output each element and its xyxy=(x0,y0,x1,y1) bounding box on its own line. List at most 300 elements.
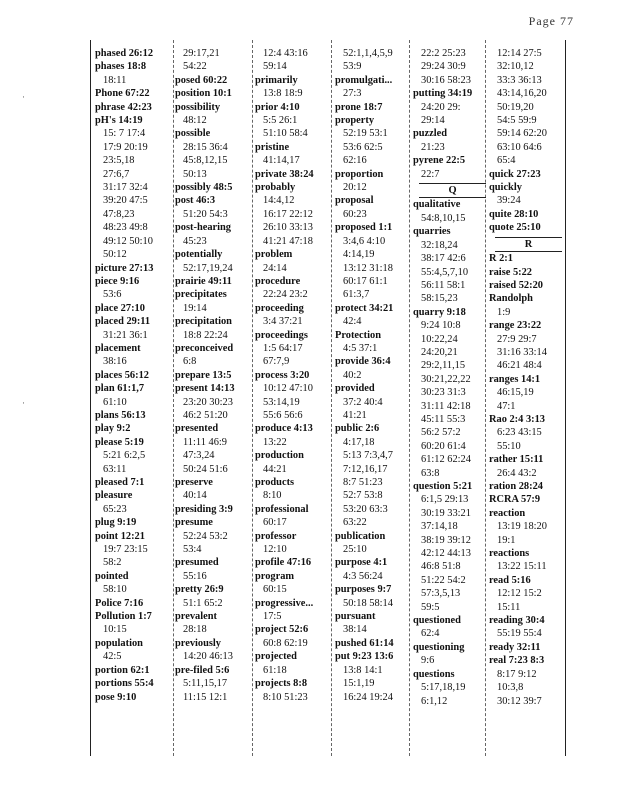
index-reference: 51:22 54:2 xyxy=(421,574,466,586)
index-reference: 8:7 51:23 xyxy=(343,477,383,488)
index-reference: 7:12,16,17 xyxy=(343,463,388,475)
index-reference: 31:17 32:4 xyxy=(103,182,148,194)
index-reference: 29:24 30:9 xyxy=(421,61,466,73)
index-term: Randolph xyxy=(489,293,533,305)
index-term: provided xyxy=(335,383,375,395)
index-term: pointed xyxy=(95,570,129,582)
index-reference: 5:17,18,19 xyxy=(421,682,466,694)
index-reference: 38:17 42:6 xyxy=(421,253,466,265)
index-reference: 29:14 xyxy=(421,115,445,127)
index-term: probably xyxy=(255,182,296,194)
index-term: pre-filed 5:6 xyxy=(175,664,230,676)
index-reference: 31:16 33:14 xyxy=(497,346,547,358)
index-reference: 48:12 xyxy=(183,115,207,127)
index-term: precipitation xyxy=(175,316,232,328)
index-reference: 16:24 19:24 xyxy=(343,691,393,703)
index-reference: 14:4,12 xyxy=(263,195,295,207)
index-reference: 6:1,5 29:13 xyxy=(421,494,469,506)
index-term: pyrene 22:5 xyxy=(413,155,466,167)
index-term: procedure xyxy=(255,275,301,287)
index-reference: 10:22,24 xyxy=(421,333,458,345)
index-term: phased 26:12 xyxy=(95,48,154,59)
index-column xyxy=(489,47,568,708)
index-term: presented xyxy=(175,423,219,435)
index-term: read 5:16 xyxy=(489,574,531,586)
index-term: post-hearing xyxy=(175,222,231,234)
index-reference: 37:2 40:4 xyxy=(343,396,383,408)
index-term: prairie 49:11 xyxy=(175,275,232,287)
index-reference: 51:1 65:2 xyxy=(183,597,223,609)
index-reference: 53:20 63:3 xyxy=(343,503,388,515)
index-term: previously xyxy=(175,637,221,649)
index-reference: 14:20 46:13 xyxy=(183,651,233,663)
index-reference: 55:6 56:6 xyxy=(263,409,303,421)
margin-mark: · xyxy=(22,92,25,102)
index-term: publication xyxy=(335,530,386,542)
index-term: pleasure xyxy=(95,490,133,502)
index-term: questioned xyxy=(413,615,461,627)
index-reference: 5:11,15,17 xyxy=(183,678,228,690)
index-reference: 58:2 xyxy=(103,557,122,569)
index-reference: 49:12 50:10 xyxy=(103,235,153,247)
index-term: property xyxy=(335,115,375,127)
index-term: R 2:1 xyxy=(489,253,513,265)
index-reference: 54:8,10,15 xyxy=(421,212,466,224)
index-reference: 63:10 64:6 xyxy=(497,141,542,153)
index-reference: 59:14 62:20 xyxy=(497,128,547,140)
index-term: quote 25:10 xyxy=(489,222,541,234)
index-column xyxy=(335,47,414,704)
index-term: play 9:2 xyxy=(95,423,131,435)
index-reference: 21:23 xyxy=(421,141,445,153)
index-term: pushed 61:14 xyxy=(335,637,394,649)
index-reference: 40:14 xyxy=(183,490,207,502)
index-term: plug 9:19 xyxy=(95,517,137,529)
index-reference: 39:24 xyxy=(497,195,521,207)
index-reference: 38:19 39:12 xyxy=(421,534,471,546)
index-term: proceedings xyxy=(255,329,308,341)
index-term: problem xyxy=(255,249,293,261)
index-reference: 57:3,5,13 xyxy=(421,588,461,600)
index-reference: 6:1,12 xyxy=(421,695,448,707)
page-number: Page 77 xyxy=(528,14,574,28)
index-term: precipitates xyxy=(175,289,227,301)
index-term: prepare 13:5 xyxy=(175,369,232,381)
index-reference: 65:23 xyxy=(103,503,127,515)
index-reference: 60:17 61:1 xyxy=(343,275,388,287)
index-reference: 11:11 46:9 xyxy=(183,436,227,448)
index-reference: 16:17 22:12 xyxy=(263,208,313,220)
index-reference: 55:10 xyxy=(497,440,521,452)
index-term: prevalent xyxy=(175,611,217,623)
index-reference: 6:23 43:15 xyxy=(497,427,542,439)
index-term: protect 34:21 xyxy=(335,302,394,314)
index-reference: 51:10 58:4 xyxy=(263,128,308,140)
index-reference: 41:14,17 xyxy=(263,155,300,167)
index-term: presume xyxy=(175,517,213,529)
index-reference: 15:1,19 xyxy=(343,678,375,690)
index-reference: 53:6 xyxy=(103,289,122,301)
index-term: quickly xyxy=(489,182,522,194)
index-term: raised 52:20 xyxy=(489,279,543,291)
index-reference: 15:11 xyxy=(497,601,521,613)
index-reference: 17:5 xyxy=(263,611,282,623)
index-term: possible xyxy=(175,128,211,140)
index-reference: 27:6,7 xyxy=(103,168,130,180)
index-term: reading 30:4 xyxy=(489,615,545,627)
index-term: proceeding xyxy=(255,302,304,314)
index-reference: 26:10 33:13 xyxy=(263,222,313,234)
index-reference: 32:10,12 xyxy=(497,61,534,73)
index-reference: 61:18 xyxy=(263,664,287,676)
index-term: purpose 4:1 xyxy=(335,557,388,569)
index-reference: 10:12 47:10 xyxy=(263,383,313,395)
index-reference: 52:1,1,4,5,9 xyxy=(343,48,393,59)
index-reference: 46:2 51:20 xyxy=(183,409,228,421)
index-term: process 3:20 xyxy=(255,369,310,381)
index-term: rather 15:11 xyxy=(489,454,544,466)
index-term: Pollution 1:7 xyxy=(95,611,152,623)
index-reference: 26:4 43:2 xyxy=(497,467,537,479)
index-reference: 9:6 xyxy=(421,655,435,667)
index-reference: 46:15,19 xyxy=(497,387,534,399)
index-term: position 10:1 xyxy=(175,88,232,100)
index-reference: 56:2 57:2 xyxy=(421,427,461,439)
index-reference: 3:4 37:21 xyxy=(263,316,303,328)
index-reference: 13:19 18:20 xyxy=(497,521,547,533)
index-term: proportion xyxy=(335,168,384,180)
letter-heading: R xyxy=(495,238,562,252)
index-reference: 12:12 15:2 xyxy=(497,588,542,600)
index-reference: 22:2 25:23 xyxy=(421,48,466,59)
index-term: potentially xyxy=(175,249,223,261)
index-term: phases 18:8 xyxy=(95,61,147,73)
index-reference: 65:4 xyxy=(497,155,516,167)
index-reference: 42:5 xyxy=(103,651,122,663)
index-reference: 9:24 10:8 xyxy=(421,320,461,332)
index-reference: 3:4,6 4:10 xyxy=(343,235,386,247)
index-term: projects 8:8 xyxy=(255,678,308,690)
index-reference: 13:22 15:11 xyxy=(497,561,547,573)
index-reference: 13:8 18:9 xyxy=(263,88,303,100)
index-term: quite 28:10 xyxy=(489,208,539,220)
index-term: ranges 14:1 xyxy=(489,373,541,385)
index-term: progressive... xyxy=(255,597,314,609)
index-term: provide 36:4 xyxy=(335,356,391,368)
index-term: reaction xyxy=(489,507,526,519)
index-reference: 59:5 xyxy=(421,601,440,613)
index-reference: 45:11 55:3 xyxy=(421,413,466,425)
index-reference: 52:7 53:8 xyxy=(343,490,383,502)
index-reference: 46:8 51:8 xyxy=(421,561,461,573)
index-reference: 23:5,18 xyxy=(103,155,135,167)
index-reference: 4:14,19 xyxy=(343,249,375,261)
index-reference: 52:19 53:1 xyxy=(343,128,388,140)
index-reference: 67:7,9 xyxy=(263,356,290,368)
index-term: plan 61:1,7 xyxy=(95,383,145,395)
index-reference: 12:4 43:16 xyxy=(263,48,308,59)
index-term: places 56:12 xyxy=(95,369,149,381)
index-column xyxy=(255,47,334,704)
index-reference: 47:8,23 xyxy=(103,208,135,220)
index-term: ready 32:11 xyxy=(489,641,541,653)
index-term: pleased 7:1 xyxy=(95,477,145,488)
index-reference: 38:16 xyxy=(103,356,127,368)
index-reference: 52:17,19,24 xyxy=(183,262,233,274)
index-reference: 24:20 29: xyxy=(421,101,461,113)
index-reference: 50:24 51:6 xyxy=(183,463,228,475)
index-reference: 47:3,24 xyxy=(183,450,215,462)
index-term: reactions xyxy=(489,548,530,560)
index-reference: 61:10 xyxy=(103,396,127,408)
index-reference: 6:8 xyxy=(183,356,197,368)
index-reference: 13:22 xyxy=(263,436,287,448)
index-term: prior 4:10 xyxy=(255,101,300,113)
index-reference: 41:21 xyxy=(343,409,367,421)
index-reference: 30:12 39:7 xyxy=(497,695,542,707)
index-frame xyxy=(90,40,566,756)
index-term: private 38:24 xyxy=(255,168,314,180)
index-term: presumed xyxy=(175,557,219,569)
index-reference: 8:17 9:12 xyxy=(497,668,537,680)
index-term: possibly 48:5 xyxy=(175,182,233,194)
index-reference: 25:10 xyxy=(343,544,367,556)
index-term: profile 47:16 xyxy=(255,557,312,569)
index-term: posed 60:22 xyxy=(175,74,228,86)
index-term: real 7:23 8:3 xyxy=(489,655,545,667)
index-reference: 30:16 58:23 xyxy=(421,74,471,86)
index-reference: 58:10 xyxy=(103,584,127,596)
index-term: produce 4:13 xyxy=(255,423,313,435)
index-term: primarily xyxy=(255,74,298,86)
index-reference: 53:9 xyxy=(343,61,362,73)
index-reference: 5:13 7:3,4,7 xyxy=(343,450,393,462)
index-reference: 42:12 44:13 xyxy=(421,548,471,560)
index-reference: 30:21,22,22 xyxy=(421,373,471,385)
index-reference: 61:12 62:24 xyxy=(421,454,471,466)
index-term: questioning xyxy=(413,641,465,653)
index-reference: 63:22 xyxy=(343,517,367,529)
index-reference: 55:16 xyxy=(183,570,207,582)
index-term: portions 55:4 xyxy=(95,678,154,690)
index-reference: 54:5 59:9 xyxy=(497,115,537,127)
index-reference: 12:14 27:5 xyxy=(497,48,542,59)
index-term: professional xyxy=(255,503,309,515)
index-reference: 52:24 53:2 xyxy=(183,530,228,542)
index-reference: 53:6 62:5 xyxy=(343,141,383,153)
index-reference: 54:22 xyxy=(183,61,207,73)
index-reference: 19:14 xyxy=(183,302,207,314)
index-reference: 10:15 xyxy=(103,624,127,636)
index-reference: 63:8 xyxy=(421,467,440,479)
index-term: Police 7:16 xyxy=(95,597,144,609)
index-reference: 45:23 xyxy=(183,235,207,247)
index-reference: 60:8 62:19 xyxy=(263,637,308,649)
index-reference: 24:20,21 xyxy=(421,346,458,358)
index-term: place 27:10 xyxy=(95,302,145,314)
index-reference: 15: 7 17:4 xyxy=(103,128,146,140)
index-reference: 8:10 xyxy=(263,490,282,502)
index-reference: 12:10 xyxy=(263,544,287,556)
index-term: questions xyxy=(413,668,455,680)
index-term: present 14:13 xyxy=(175,383,235,395)
index-term: program xyxy=(255,570,295,582)
index-term: Rao 2:4 3:13 xyxy=(489,413,545,425)
index-reference: 28:15 36:4 xyxy=(183,141,228,153)
index-reference: 62:16 xyxy=(343,155,367,167)
index-reference: 30:23 31:3 xyxy=(421,387,466,399)
index-term: project 52:6 xyxy=(255,624,309,636)
index-term: question 5:21 xyxy=(413,481,473,492)
index-term: ration 28:24 xyxy=(489,481,543,492)
index-reference: 40:2 xyxy=(343,369,362,381)
index-reference: 45:8,12,15 xyxy=(183,155,228,167)
index-term: Protection xyxy=(335,329,381,341)
index-reference: 22:7 xyxy=(421,168,440,180)
index-reference: 59:14 xyxy=(263,61,287,73)
index-reference: 60:15 xyxy=(263,584,287,596)
index-term: puzzled xyxy=(413,128,448,140)
index-column xyxy=(413,47,492,708)
index-reference: 4:3 56:24 xyxy=(343,570,383,582)
index-reference: 50:18 58:14 xyxy=(343,597,393,609)
index-reference: 39:20 47:5 xyxy=(103,195,148,207)
index-reference: 55:19 55:4 xyxy=(497,628,542,640)
index-term: proposal xyxy=(335,195,374,207)
index-term: placement xyxy=(95,342,141,354)
index-reference: 47:1 xyxy=(497,400,516,412)
index-reference: 51:20 54:3 xyxy=(183,208,228,220)
index-term: range 23:22 xyxy=(489,320,542,332)
index-term: please 5:19 xyxy=(95,436,144,448)
index-reference: 10:3,8 xyxy=(497,682,524,694)
index-term: purposes 9:7 xyxy=(335,584,392,596)
index-term: putting 34:19 xyxy=(413,88,473,100)
index-reference: 41:21 47:18 xyxy=(263,235,313,247)
index-reference: 60:20 61:4 xyxy=(421,440,466,452)
index-reference: 19:7 23:15 xyxy=(103,544,148,556)
index-reference: 46:21 48:4 xyxy=(497,360,542,372)
index-term: population xyxy=(95,637,143,649)
index-term: portion 62:1 xyxy=(95,664,150,676)
index-term: proposed 1:1 xyxy=(335,222,393,234)
index-term: raise 5:22 xyxy=(489,266,532,278)
index-term: products xyxy=(255,477,295,488)
index-term: pristine xyxy=(255,141,290,153)
index-reference: 50:13 xyxy=(183,168,207,180)
index-term: pretty 26:9 xyxy=(175,584,224,596)
index-term: pH's 14:19 xyxy=(95,115,143,127)
index-reference: 13:8 14:1 xyxy=(343,664,383,676)
index-reference: 33:3 36:13 xyxy=(497,74,542,86)
index-reference: 31:11 42:18 xyxy=(421,400,471,412)
index-term: quarry 9:18 xyxy=(413,306,466,318)
index-reference: 44:21 xyxy=(263,463,287,475)
index-reference: 19:1 xyxy=(497,534,516,546)
index-reference: 31:21 36:1 xyxy=(103,329,148,341)
index-reference: 53:4 xyxy=(183,544,202,556)
index-term: put 9:23 13:6 xyxy=(335,651,394,663)
index-term: professor xyxy=(255,530,297,542)
index-reference: 61:3,7 xyxy=(343,289,370,301)
index-reference: 29:17,21 xyxy=(183,48,220,59)
index-reference: 27:3 xyxy=(343,88,362,100)
index-reference: 17:9 20:19 xyxy=(103,141,148,153)
index-term: plans 56:13 xyxy=(95,409,146,421)
index-reference: 60:23 xyxy=(343,208,367,220)
index-reference: 22:24 23:2 xyxy=(263,289,308,301)
index-reference: 18:11 xyxy=(103,74,127,86)
index-reference: 4:5 37:1 xyxy=(343,342,378,354)
index-term: pursuant xyxy=(335,611,376,623)
index-reference: 11:15 12:1 xyxy=(183,691,228,703)
index-reference: 63:11 xyxy=(103,463,127,475)
margin-mark: · xyxy=(22,398,25,408)
index-reference: 55:4,5,7,10 xyxy=(421,266,469,278)
index-reference: 50:12 xyxy=(103,249,127,261)
index-term: phrase 42:23 xyxy=(95,101,152,113)
index-reference: 50:19,20 xyxy=(497,101,534,113)
index-reference: 53:14,19 xyxy=(263,396,300,408)
index-reference: 1:9 xyxy=(497,306,511,318)
index-reference: 27:9 29:7 xyxy=(497,333,537,345)
index-reference: 38:14 xyxy=(343,624,367,636)
index-reference: 28:18 xyxy=(183,624,207,636)
index-reference: 42:4 xyxy=(343,316,362,328)
index-term: production xyxy=(255,450,304,462)
index-reference: 4:17,18 xyxy=(343,436,375,448)
letter-heading: Q xyxy=(419,184,486,198)
index-reference: 18:8 22:24 xyxy=(183,329,228,341)
index-column xyxy=(175,47,254,704)
index-term: piece 9:16 xyxy=(95,275,140,287)
index-reference: 5:5 26:1 xyxy=(263,115,298,127)
index-term: quarries xyxy=(413,226,451,238)
index-reference: 23:20 30:23 xyxy=(183,396,233,408)
index-term: RCRA 57:9 xyxy=(489,494,541,506)
index-term: prone 18:7 xyxy=(335,101,383,113)
index-reference: 62:4 xyxy=(421,628,440,640)
index-reference: 32:18,24 xyxy=(421,239,458,251)
index-reference: 29:2,11,15 xyxy=(421,360,466,372)
index-reference: 1:5 64:17 xyxy=(263,342,303,354)
index-reference: 13:12 31:18 xyxy=(343,262,393,274)
index-column xyxy=(95,47,174,704)
index-term: placed 29:11 xyxy=(95,316,151,328)
index-reference: 24:14 xyxy=(263,262,287,274)
index-term: preserve xyxy=(175,477,213,488)
index-term: preconceived xyxy=(175,342,234,354)
index-term: possibility xyxy=(175,101,221,113)
index-term: qualitative xyxy=(413,199,461,211)
index-term: Phone 67:22 xyxy=(95,88,150,100)
index-term: projected xyxy=(255,651,297,663)
index-reference: 20:12 xyxy=(343,182,367,194)
index-reference: 30:19 33:21 xyxy=(421,507,471,519)
index-reference: 8:10 51:23 xyxy=(263,691,308,703)
index-reference: 48:23 49:8 xyxy=(103,222,148,234)
index-term: public 2:6 xyxy=(335,423,380,435)
index-term: post 46:3 xyxy=(175,195,216,207)
index-term: quick 27:23 xyxy=(489,168,541,180)
index-reference: 58:15,23 xyxy=(421,293,458,305)
index-reference: 5:21 6:2,5 xyxy=(103,450,146,462)
index-term: promulgati... xyxy=(335,74,393,86)
index-reference: 37:14,18 xyxy=(421,521,458,533)
index-reference: 60:17 xyxy=(263,517,287,529)
index-term: presiding 3:9 xyxy=(175,503,233,515)
index-term: pose 9:10 xyxy=(95,691,137,703)
